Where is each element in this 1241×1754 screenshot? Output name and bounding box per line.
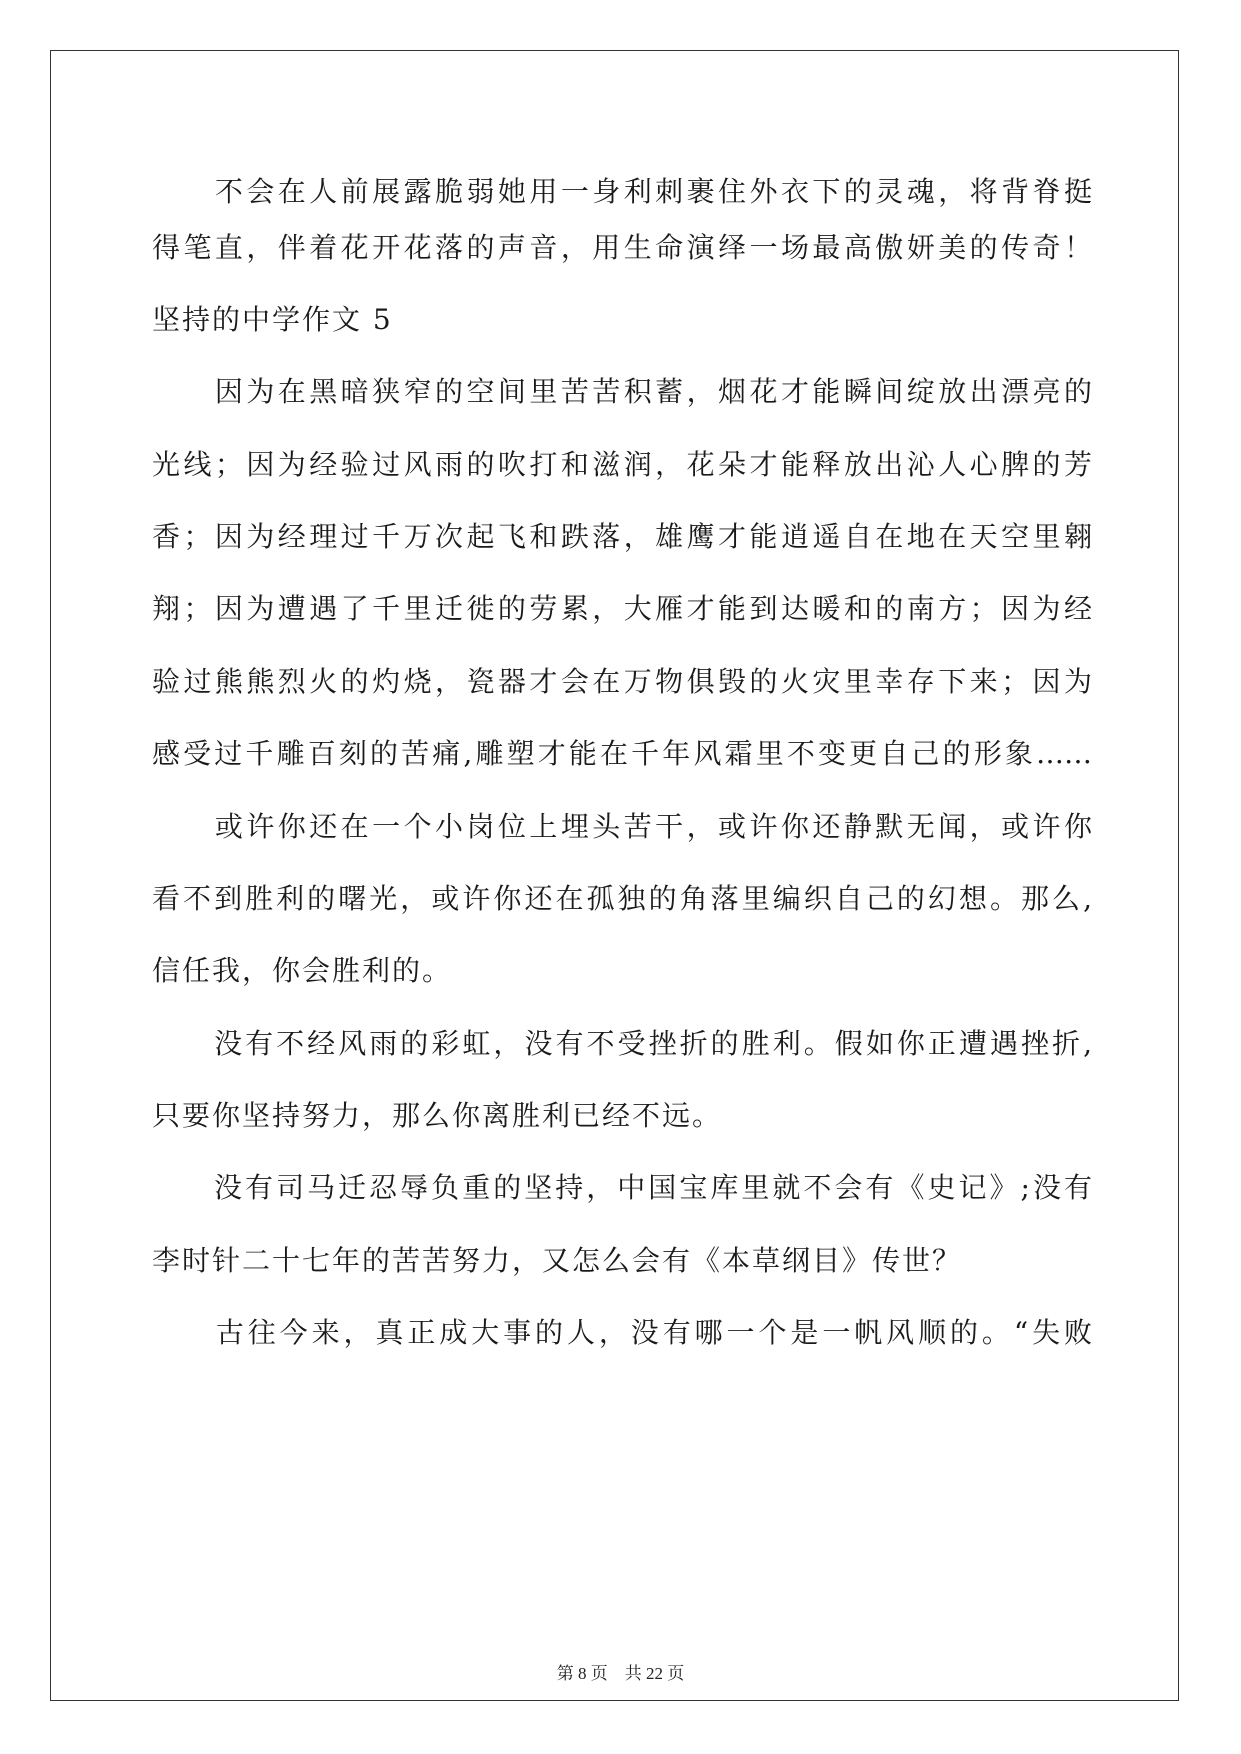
text-line: 古往今来，真正成大事的人，没有哪一个是一帆风顺的。“失败	[152, 1316, 1092, 1349]
text-line: 没有司马迁忍辱负重的坚持，中国宝库里就不会有《史记》;没有	[152, 1171, 1092, 1204]
section-heading: 坚持的中学作文 5	[152, 303, 393, 336]
page-number-label: 第 8 页 共 22 页	[556, 1664, 685, 1683]
text-line: 因为在黑暗狭窄的空间里苦苦积蓄，烟花才能瞬间绽放出漂亮的	[152, 375, 1092, 408]
text-line: 验过熊熊烈火的灼烧，瓷器才会在万物俱毁的火灾里幸存下来；因为	[152, 665, 1092, 698]
text-line: 翔；因为遭遇了千里迁徙的劳累，大雁才能到达暖和的南方；因为经	[152, 592, 1092, 625]
text-line: 感受过千雕百刻的苦痛,雕塑才能在千年风霜里不变更自己的形象……	[152, 737, 1092, 770]
text-line: 信任我，你会胜利的。	[152, 954, 453, 987]
page-footer	[0, 1663, 1241, 1685]
text-line: 香；因为经理过千万次起飞和跌落，雄鹰才能逍遥自在地在天空里翱	[152, 520, 1092, 553]
text-line: 没有不经风雨的彩虹，没有不受挫折的胜利。假如你正遭遇挫折,	[152, 1027, 1092, 1060]
text-line: 光线；因为经验过风雨的吹打和滋润，花朵才能释放出沁人心脾的芳	[152, 448, 1092, 481]
text-line: 不会在人前展露脆弱她用一身利刺裹住外衣下的灵魂，将背脊挺	[152, 175, 1092, 208]
text-line: 只要你坚持努力，那么你离胜利已经不远。	[152, 1099, 723, 1132]
text-line: 或许你还在一个小岗位上埋头苦干，或许你还静默无闻，或许你	[152, 810, 1092, 843]
text-line: 得笔直，伴着花开花落的声音，用生命演绎一场最高傲妍美的传奇！	[152, 231, 1092, 264]
text-line: 李时针二十七年的苦苦努力，又怎么会有《本草纲目》传世？	[152, 1244, 963, 1277]
text-line: 看不到胜利的曙光，或许你还在孤独的角落里编织自己的幻想。那么,	[152, 882, 1092, 915]
page-border	[50, 50, 1179, 1701]
